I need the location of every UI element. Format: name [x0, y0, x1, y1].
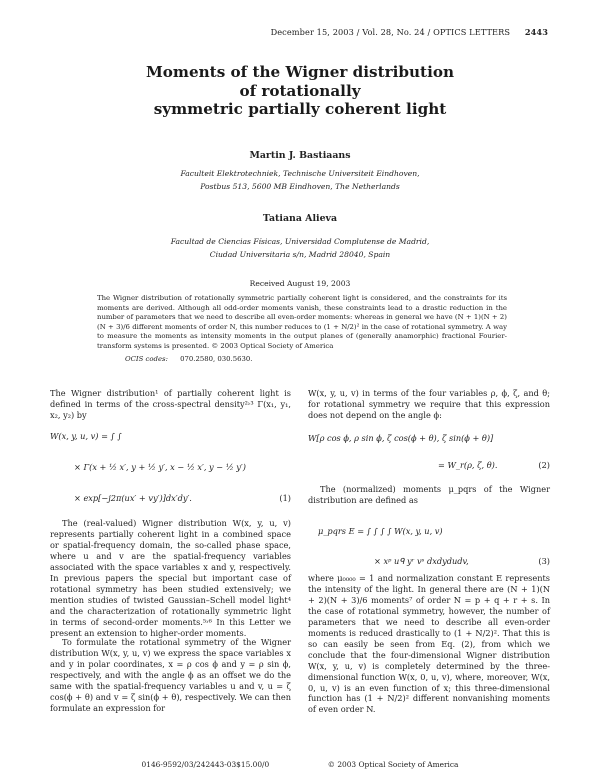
title-line-2: of rotationally: [239, 81, 361, 100]
author-1: Martin J. Bastiaans: [249, 150, 351, 161]
ocis-label: OCIS codes:: [125, 355, 168, 363]
left-column-paragraph-2: The (real-valued) Wigner distribution W(x, y, u, v) represents partially coherent light in a combined space or spatial-frequency domain, the so-called phase space, where u and v are the spatial-frequency variables associated with the space variables x and y, respectively. In previous papers the special but important case of rotational symmetry has been studied extensively; we mention studies of twisted Gaussian–Schell model light⁴ and the characterization of rotationally symmetric light in terms of second-order moments.⁵˒⁶ In this Letter we present an extension to higher-order moments.: [50, 518, 291, 638]
paper-title: [60, 63, 540, 119]
received-date: Received August 19, 2003: [249, 279, 351, 288]
page-number: 2443: [524, 27, 548, 37]
equation-3-line-2: × xᵖ uᑫ yʳ vˢ dxdydudv,: [374, 556, 469, 566]
right-column-paragraph-3: where μ₀₀₀₀ = 1 and normalization constant E represents the intensity of the light. In general there are (N + 1)(N + 2)(N + 3)/6 moments⁷ of order N = p + q + r + s. In the case of rotational symmetry, however, the number of parameters that we need to describe all even-order moments is reduced drastically to (1 + N/2)². That this is so can easily be seen from Eq. (2), from which we conclude that the four-dimensional Wigner distribution W(x, y, u, v) is completely determined by the three-dimensional function W(x, 0, u, v), where, moreover, W(x, 0, u, v) is an even function of x; this three-dimensional function has (1 + N/2)² different nonvanishing moments of even order N.: [308, 573, 550, 715]
affiliation-1-line-2: Postbus 513, 5600 MB Eindhoven, The Netherlands: [200, 181, 400, 191]
equation-1-number: (1): [279, 493, 291, 503]
affiliation-1-line-1: Faculteit Elektrotechniek, Technische Universiteit Eindhoven,: [180, 169, 420, 178]
ocis-codes: [125, 355, 252, 363]
author-2: Tatiana Alieva: [262, 213, 338, 224]
affiliation-1: [80, 168, 520, 194]
equation-1-line-2: × Γ(x + ½ x′, y + ½ y′, x − ½ x′, y − ½ y′): [74, 462, 246, 472]
ocis-values: 070.2580, 030.5630.: [180, 355, 253, 363]
running-header: [0, 27, 548, 37]
journal-line: December 15, 2003 / Vol. 28, No. 24 / OPTICS LETTERS: [270, 27, 511, 37]
right-column-paragraph-1: W(x, y, u, v) in terms of the four variables ρ, ϕ, ζ, and θ; for rotational symmetry we require that this expression does not depend on the angle ϕ:: [308, 388, 550, 420]
right-column-paragraph-2: The (normalized) moments μ_pqrs of the Wigner distribution are defined as: [308, 484, 550, 505]
equation-3-line-1: μ_pqrs E = ∫ ∫ ∫ ∫ W(x, y, u, v): [318, 526, 443, 536]
left-column-intro: The Wigner distribution¹ of partially coherent light is defined in terms of the cross-spectral density²˒³ Γ(x₁, y₁, x₂, y₂) by: [50, 388, 291, 420]
equation-2-line-1: W[ρ cos ϕ, ρ sin ϕ, ζ cos(ϕ + θ), ζ sin(ϕ + θ)]: [308, 433, 494, 443]
footer-code: 0146-9592/03/242443-03$15.00/0: [141, 760, 270, 769]
title-line-3: symmetric partially coherent light: [153, 100, 447, 119]
equation-2-number: (2): [538, 460, 550, 470]
abstract: The Wigner distribution of rotationally symmetric partially coherent light is considered, and the constraints for its moments are derived. Although all odd-order moments vanish, these constraints lead to a drastic reduction in the number of parameters that we need to describe all even-order moments: whereas in general we have (N + 1)(N + 2)(N + 3)/6 different moments of order N, this number reduces to (1 + N/2)² in the case of rotational symmetry. A way to measure the moments as intensity moments in the output planes of (generally anamorphic) fractional Fourier-transform systems is presented. © 2003 Optical Society of America: [97, 294, 507, 350]
title-line-1: Moments of the Wigner distribution: [145, 63, 455, 81]
affiliation-2-line-1: Facultad de Ciencias Físicas, Universidad Complutense de Madrid,: [170, 237, 430, 246]
affiliation-2-line-2: Ciudad Universitaria s/n, Madrid 28040, Spain: [209, 249, 391, 259]
equation-2-line-2: = W_r(ρ, ζ, θ).: [438, 460, 498, 470]
affiliation-2: [80, 236, 520, 262]
equation-1-line-3: × exp[−j2π(ux′ + vy′)]dx′dy′.: [74, 493, 192, 503]
left-column-paragraph-3: To formulate the rotational symmetry of the Wigner distribution W(x, y, u, v) we express the space variables x and y in polar coordinates, x = ρ cos ϕ and y = ρ sin ϕ, respectively, and with the angle ϕ as an offset we do the same with the spatial-frequency variables u and v, u = ζ cos(ϕ + θ) and v = ζ sin(ϕ + θ), respectively. We can then formulate an expression for: [50, 637, 291, 713]
equation-1-line-1: W(x, y, u, v) = ∫ ∫: [50, 431, 122, 441]
footer: [0, 760, 600, 769]
equation-3-number: (3): [538, 556, 550, 566]
footer-copyright: © 2003 Optical Society of America: [327, 760, 459, 769]
